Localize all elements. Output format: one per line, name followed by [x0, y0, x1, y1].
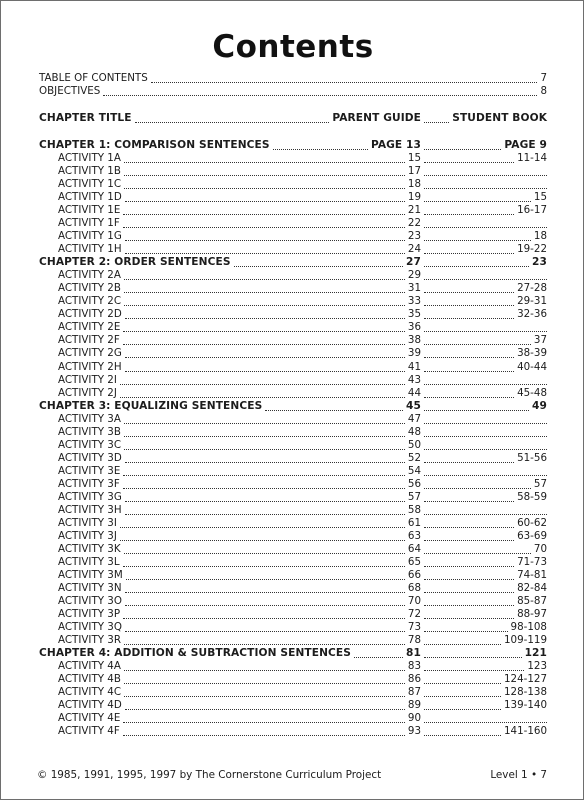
student-book-page: 98-108: [510, 621, 547, 634]
parent-guide-page: 45: [406, 399, 421, 412]
activity-title: ACTIVITY 1B: [58, 165, 121, 178]
dot-leader-parent: [123, 227, 405, 228]
activity-title: ACTIVITY 3J: [58, 529, 117, 542]
dot-leader-student: [424, 357, 514, 358]
dot-leader-student: [424, 631, 508, 632]
activity-row: [1, 439, 584, 452]
dot-leader: [151, 82, 538, 83]
front-matter-label: OBJECTIVES: [39, 85, 101, 97]
activity-title: ACTIVITY 3I: [58, 516, 117, 529]
activity-row: [1, 374, 584, 387]
activity-title: ACTIVITY 3L: [58, 555, 120, 568]
activity-title: ACTIVITY 2F: [58, 334, 120, 347]
student-book-page: 85-87: [517, 595, 547, 608]
activity-title: ACTIVITY 4A: [58, 660, 121, 673]
dot-leader-student: [424, 397, 514, 398]
chapter-row: [1, 647, 584, 660]
dot-leader-parent: [273, 149, 368, 150]
dot-leader-student: [424, 514, 547, 515]
dot-leader-parent: [123, 331, 405, 332]
student-book-page: 37: [533, 334, 547, 347]
parent-guide-page: 63: [407, 529, 421, 542]
parent-guide-page: 38: [407, 334, 421, 347]
activity-row: [1, 243, 584, 256]
dot-leader-student: [424, 227, 547, 228]
dot-leader: [103, 95, 537, 96]
activity-title: ACTIVITY 3K: [58, 542, 121, 555]
parent-guide-page: 47: [407, 412, 421, 425]
dot-leader-student: [424, 292, 514, 293]
student-book-page: PAGE 9: [504, 139, 547, 151]
student-book-page: 141-160: [503, 725, 547, 738]
activity-row: [1, 413, 584, 426]
dot-leader-student: [424, 735, 501, 736]
activity-row: [1, 595, 584, 608]
dot-leader-student: [424, 162, 514, 163]
activity-row: [1, 334, 584, 347]
parent-guide-page: 89: [407, 699, 421, 712]
student-book-page: 70: [533, 542, 547, 555]
dot-leader-student: [424, 722, 547, 723]
activity-title: ACTIVITY 1C: [58, 178, 122, 191]
activity-title: ACTIVITY 3A: [58, 412, 121, 425]
activity-row: [1, 712, 584, 725]
dot-leader-parent: [265, 410, 403, 411]
parent-guide-page: 90: [407, 712, 421, 725]
parent-guide-page: 57: [407, 490, 421, 503]
dot-leader-student: [424, 371, 514, 372]
parent-guide-page: 36: [407, 321, 421, 334]
dot-leader-parent: [125, 371, 405, 372]
parent-guide-page: 52: [407, 451, 421, 464]
parent-guide-page: 72: [407, 608, 421, 621]
dot-leader-parent: [124, 553, 405, 554]
dot-leader-parent: [124, 436, 405, 437]
dot-leader-parent: [120, 527, 405, 528]
dot-leader-student: [424, 214, 514, 215]
activity-row: [1, 517, 584, 530]
dot-leader-parent: [125, 253, 405, 254]
activity-title: ACTIVITY 4F: [58, 725, 120, 738]
page-title: Contents: [212, 29, 374, 65]
activity-row: [1, 660, 584, 673]
activity-row: [1, 152, 584, 165]
parent-guide-page: 35: [407, 308, 421, 321]
dot-leader-parent: [124, 449, 405, 450]
activity-title: ACTIVITY 4D: [58, 699, 122, 712]
dot-leader-student: [424, 253, 514, 254]
activity-row: [1, 608, 584, 621]
parent-guide-page: 41: [407, 360, 421, 373]
activity-title: ACTIVITY 2H: [58, 360, 122, 373]
front-matter-row: [1, 72, 584, 85]
dot-leader-parent: [123, 475, 405, 476]
dot-leader-student: [424, 410, 529, 411]
student-book-page: 49: [532, 399, 547, 412]
activity-row: [1, 282, 584, 295]
chapter-title: CHAPTER 4: ADDITION & SUBTRACTION SENTENCES: [39, 647, 351, 660]
activity-row: [1, 491, 584, 504]
student-book-page: 45-48: [517, 386, 547, 399]
activity-title: ACTIVITY 3H: [58, 503, 122, 516]
activity-row: [1, 178, 584, 191]
parent-guide-page: 29: [407, 269, 421, 282]
student-book-page: 139-140: [503, 699, 547, 712]
activity-title: ACTIVITY 2A: [58, 269, 121, 282]
activity-row: [1, 686, 584, 699]
activity-title: ACTIVITY 3O: [58, 595, 122, 608]
dot-leader-student: [424, 318, 514, 319]
parent-guide-page: 33: [407, 295, 421, 308]
activity-title: ACTIVITY 4E: [58, 712, 121, 725]
dot-leader-parent: [123, 344, 405, 345]
dot-leader-student: [424, 540, 514, 541]
parent-guide-page: 44: [407, 386, 421, 399]
activity-row: [1, 269, 584, 282]
activity-row: [1, 230, 584, 243]
parent-guide-page: 78: [407, 634, 421, 647]
activity-title: ACTIVITY 3E: [58, 464, 121, 477]
parent-guide-page: 83: [407, 660, 421, 673]
parent-guide-page: 18: [407, 178, 421, 191]
student-book-page: 32-36: [517, 308, 547, 321]
student-book-page: 29-31: [517, 295, 547, 308]
student-book-page: 23: [532, 256, 547, 269]
dot-leader-parent: [120, 384, 405, 385]
dot-leader-student: [424, 344, 531, 345]
parent-guide-page: 73: [407, 621, 421, 634]
activity-title: ACTIVITY 2E: [58, 321, 121, 334]
dot-leader-parent: [125, 709, 405, 710]
activity-row: [1, 321, 584, 334]
dot-leader-parent: [124, 423, 405, 424]
activity-row: [1, 478, 584, 491]
dot-leader-parent: [124, 696, 405, 697]
parent-guide-page: 39: [407, 347, 421, 360]
parent-guide-page: 48: [407, 425, 421, 438]
activity-row: [1, 426, 584, 439]
student-book-page: 123: [527, 660, 547, 673]
parent-guide-page: 21: [407, 204, 421, 217]
activity-row: [1, 452, 584, 465]
activity-row: [1, 191, 584, 204]
dot-leader-student: [424, 644, 501, 645]
activity-title: ACTIVITY 3D: [58, 451, 122, 464]
dot-leader-parent: [125, 201, 405, 202]
dot-leader-parent: [120, 540, 405, 541]
dot-leader-parent: [125, 501, 405, 502]
activity-row: [1, 465, 584, 478]
activity-title: ACTIVITY 2D: [58, 308, 122, 321]
dot-leader-parent: [123, 735, 405, 736]
dot-leader-student: [424, 657, 522, 658]
parent-guide-page: 81: [406, 647, 421, 660]
dot-leader-student: [424, 175, 547, 176]
dot-leader-parent: [123, 488, 405, 489]
dot-leader-parent: [135, 122, 330, 123]
dot-leader-student: [424, 670, 524, 671]
parent-guide-page: 23: [407, 230, 421, 243]
activity-title: ACTIVITY 2I: [58, 373, 117, 386]
parent-guide-page: 24: [407, 243, 421, 256]
activity-title: ACTIVITY 2B: [58, 282, 121, 295]
activity-title: ACTIVITY 3G: [58, 490, 122, 503]
activity-row: [1, 673, 584, 686]
dot-leader-student: [424, 462, 514, 463]
dot-leader-parent: [123, 618, 405, 619]
activity-row: [1, 699, 584, 712]
student-book-page: 57: [533, 477, 547, 490]
activity-row: [1, 204, 584, 217]
activity-row: [1, 217, 584, 230]
front-matter-label: TABLE OF CONTENTS: [39, 72, 148, 84]
front-matter-page: 8: [540, 85, 547, 97]
activity-title: ACTIVITY 1E: [58, 204, 121, 217]
student-book-page: 11-14: [517, 152, 547, 165]
parent-guide-page: 19: [407, 191, 421, 204]
dot-leader-parent: [125, 462, 405, 463]
parent-guide-page: 68: [407, 582, 421, 595]
chapter-row: [1, 400, 584, 413]
dot-leader-parent: [124, 670, 405, 671]
parent-guide-page: 27: [406, 256, 421, 269]
student-book-page: 63-69: [517, 529, 547, 542]
dot-leader-student: [424, 553, 531, 554]
student-book-page: 88-97: [517, 608, 547, 621]
dot-leader-student: [424, 201, 531, 202]
parent-guide-page: 58: [407, 503, 421, 516]
dot-leader-student: [424, 149, 501, 150]
student-book-page: 109-119: [503, 634, 547, 647]
activity-title: ACTIVITY 1H: [58, 243, 122, 256]
dot-leader-parent: [120, 397, 405, 398]
activity-row: [1, 569, 584, 582]
student-book-page: 74-81: [517, 568, 547, 581]
dot-leader-student: [424, 279, 547, 280]
dot-leader-student: [424, 266, 529, 267]
dot-leader-student: [424, 423, 547, 424]
activity-row: [1, 504, 584, 517]
dot-leader-student: [424, 122, 449, 123]
activity-title: ACTIVITY 3M: [58, 568, 123, 581]
activity-row: [1, 725, 584, 738]
student-book-page: 38-39: [517, 347, 547, 360]
activity-title: ACTIVITY 4B: [58, 673, 121, 686]
dot-leader-parent: [124, 162, 405, 163]
student-book-page: 71-73: [517, 555, 547, 568]
student-book-page: 60-62: [517, 516, 547, 529]
parent-guide-page: PAGE 13: [370, 139, 421, 151]
chapter-row: [1, 139, 584, 152]
activity-row: [1, 361, 584, 374]
dot-leader-student: [424, 488, 531, 489]
dot-leader-student: [424, 449, 547, 450]
activity-title: ACTIVITY 2C: [58, 295, 122, 308]
dot-leader-student: [424, 384, 547, 385]
parent-guide-page: 93: [407, 725, 421, 738]
student-book-page: 15: [533, 191, 547, 204]
parent-guide-page: 50: [407, 438, 421, 451]
student-book-page: 124-127: [503, 673, 547, 686]
column-header-row: [1, 112, 584, 125]
parent-guide-page: 56: [407, 477, 421, 490]
parent-guide-page: 86: [407, 673, 421, 686]
dot-leader-student: [424, 240, 531, 241]
parent-guide-page: 70: [407, 595, 421, 608]
dot-leader-parent: [124, 279, 405, 280]
activity-title: ACTIVITY 3C: [58, 438, 122, 451]
dot-leader-parent: [125, 631, 405, 632]
activity-title: ACTIVITY 3Q: [58, 621, 122, 634]
chapter-title: CHAPTER 3: EQUALIZING SENTENCES: [39, 399, 263, 412]
dot-leader-student: [424, 501, 514, 502]
chapter-title: CHAPTER 1: COMPARISON SENTENCES: [39, 139, 270, 151]
dot-leader-parent: [125, 605, 405, 606]
student-book-page: 16-17: [517, 204, 547, 217]
front-matter-page: 7: [540, 72, 547, 84]
student-book-page: 128-138: [503, 686, 547, 699]
student-book-page: 40-44: [517, 360, 547, 373]
dot-leader-student: [424, 605, 514, 606]
activity-row: [1, 387, 584, 400]
student-book-page: 51-56: [517, 451, 547, 464]
chapter-row: [1, 256, 584, 269]
parent-guide-page: 17: [407, 165, 421, 178]
dot-leader-student: [424, 709, 501, 710]
dot-leader-student: [424, 475, 547, 476]
dot-leader-parent: [124, 188, 405, 189]
dot-leader-parent: [234, 266, 403, 267]
activity-row: [1, 295, 584, 308]
student-book-page: 27-28: [517, 282, 547, 295]
dot-leader-student: [424, 436, 547, 437]
page-number: Level 1 • 7: [490, 769, 547, 781]
activity-title: ACTIVITY 3F: [58, 477, 120, 490]
dot-leader-parent: [125, 357, 405, 358]
column-header-parent-guide: PARENT GUIDE: [332, 112, 421, 124]
dot-leader-parent: [125, 240, 405, 241]
student-book-page: 58-59: [517, 490, 547, 503]
activity-row: [1, 543, 584, 556]
dot-leader-student: [424, 579, 514, 580]
dot-leader-parent: [125, 318, 405, 319]
dot-leader-student: [424, 618, 514, 619]
dot-leader-student: [424, 683, 501, 684]
activity-row: [1, 165, 584, 178]
dot-leader-parent: [123, 722, 405, 723]
activity-title: ACTIVITY 3R: [58, 634, 122, 647]
student-book-page: 121: [524, 647, 547, 660]
activity-title: ACTIVITY 1G: [58, 230, 122, 243]
dot-leader-parent: [125, 592, 405, 593]
parent-guide-page: 64: [407, 542, 421, 555]
dot-leader-student: [424, 331, 547, 332]
parent-guide-page: 43: [407, 373, 421, 386]
dot-leader-parent: [354, 657, 403, 658]
chapter-title: CHAPTER 2: ORDER SENTENCES: [39, 256, 231, 269]
dot-leader-parent: [126, 579, 405, 580]
dot-leader-parent: [123, 566, 405, 567]
front-matter-row: [1, 85, 584, 98]
column-header-student-book: STUDENT BOOK: [452, 112, 547, 124]
activity-row: [1, 308, 584, 321]
activity-title: ACTIVITY 1A: [58, 152, 121, 165]
dot-leader-parent: [125, 514, 405, 515]
dot-leader-student: [424, 696, 501, 697]
parent-guide-page: 61: [407, 516, 421, 529]
dot-leader-parent: [124, 644, 405, 645]
dot-leader-student: [424, 188, 547, 189]
dot-leader-student: [424, 566, 514, 567]
activity-title: ACTIVITY 2G: [58, 347, 122, 360]
dot-leader-parent: [124, 683, 405, 684]
activity-title: ACTIVITY 1D: [58, 191, 122, 204]
student-book-page: 19-22: [517, 243, 547, 256]
parent-guide-page: 54: [407, 464, 421, 477]
activity-row: [1, 582, 584, 595]
activity-title: ACTIVITY 1F: [58, 217, 120, 230]
dot-leader-parent: [124, 292, 405, 293]
activity-title: ACTIVITY 4C: [58, 686, 122, 699]
parent-guide-page: 66: [407, 568, 421, 581]
activity-row: [1, 530, 584, 543]
dot-leader-parent: [124, 175, 405, 176]
parent-guide-page: 15: [407, 152, 421, 165]
activity-title: ACTIVITY 3N: [58, 582, 122, 595]
dot-leader-parent: [124, 305, 405, 306]
student-book-page: 82-84: [517, 582, 547, 595]
activity-row: [1, 634, 584, 647]
copyright-notice: © 1985, 1991, 1995, 1997 by The Cornerstone Curriculum Project: [37, 769, 382, 781]
dot-leader-student: [424, 305, 514, 306]
column-header-chapter-title: CHAPTER TITLE: [39, 112, 132, 124]
dot-leader-student: [424, 527, 514, 528]
parent-guide-page: 22: [407, 217, 421, 230]
activity-row: [1, 621, 584, 634]
parent-guide-page: 65: [407, 555, 421, 568]
dot-leader-student: [424, 592, 514, 593]
dot-leader-parent: [123, 214, 405, 215]
activity-row: [1, 347, 584, 360]
activity-title: ACTIVITY 3B: [58, 425, 121, 438]
activity-title: ACTIVITY 2J: [58, 386, 117, 399]
parent-guide-page: 31: [407, 282, 421, 295]
parent-guide-page: 87: [407, 686, 421, 699]
activity-title: ACTIVITY 3P: [58, 608, 121, 621]
activity-row: [1, 556, 584, 569]
student-book-page: 18: [533, 230, 547, 243]
